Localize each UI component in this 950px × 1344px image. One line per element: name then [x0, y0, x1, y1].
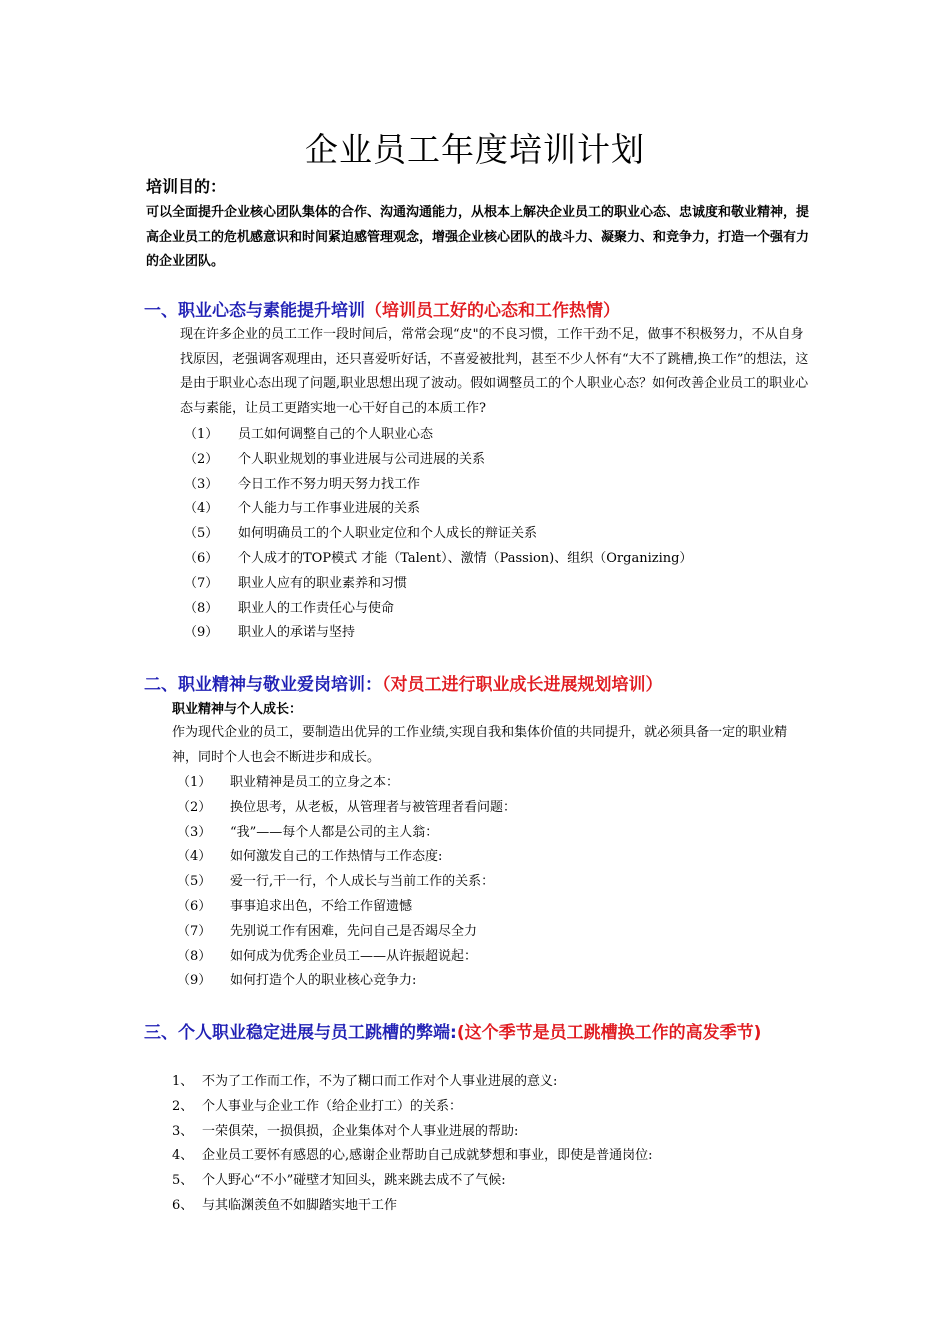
section-2-subhead: 职业精神与个人成长：: [172, 702, 303, 717]
list-item-number: （5）: [177, 874, 212, 890]
list-item-text: 职业精神是员工的立身之本：: [230, 775, 400, 790]
list-item-text: 个人能力与工作事业进展的关系: [238, 501, 421, 517]
list-item-text: 先别说工作有困难，先问自己是否竭尽全力: [230, 923, 478, 939]
list-item-number: （9）: [184, 625, 219, 641]
list-item-number: （1）: [177, 775, 212, 790]
list-item-text: 个人职业规划的事业进展与公司进展的关系: [238, 451, 486, 467]
list-item-text: 爱一行,干一行，个人成长与当前工作的关系：: [230, 874, 495, 890]
list-item-text: 事事追求出色，不给工作留遗憾: [230, 898, 413, 914]
list-item-number: （8）: [184, 600, 219, 616]
list-item-text: 个人成才的TOP模式 才能（Talent）、激情（Passion)、组织（Organizing）: [238, 550, 693, 566]
section-3-heading-note: (这个季节是员工跳槽换工作的高发季节): [456, 1023, 762, 1043]
list-item-text: 换位思考，从老板，从管理者与被管理者看问题：: [230, 799, 517, 815]
list-item-text: 不为了工作而工作，不为了糊口而工作对个人事业进展的意义:: [202, 1074, 558, 1089]
list-item-text: 与其临渊羡鱼不如脚踏实地干工作: [202, 1197, 398, 1213]
list-item-number: （4）: [184, 501, 219, 517]
list-item-number: （3）: [177, 824, 212, 840]
list-item-number: 4、: [172, 1148, 194, 1164]
list-item-number: （2）: [184, 451, 219, 467]
list-item-number: （3）: [184, 476, 219, 492]
list-item-number: （9）: [177, 973, 212, 989]
section-1-heading: [144, 299, 620, 323]
list-item-text: 职业人应有的职业素养和习惯: [238, 575, 408, 591]
list-item-number: 5、: [172, 1173, 194, 1189]
purpose-label: 培训目的：: [146, 177, 227, 196]
section-1-heading-main: 一、职业心态与素能提升培训: [144, 301, 365, 321]
list-item-number: 3、: [172, 1123, 194, 1139]
list-item-text: 职业人的承诺与坚持: [238, 625, 356, 641]
list-item-text: “我”——每个人都是公司的主人翁：: [230, 824, 439, 840]
section-2-intro: 作为现代企业的员工，要制造出优异的工作业绩,实现自我和集体价值的共同提升，就必须具备一定的职业精神，同时个人也会不断进步和成长。: [172, 725, 788, 765]
list-item-number: （1）: [184, 427, 219, 442]
list-item-number: （2）: [177, 799, 212, 815]
purpose-text: 可以全面提升企业核心团队集体的合作、沟通沟通能力，从根本上解决企业员工的职业心态、忠诚度和敬业精神，提高企业员工的危机感意识和时间紧迫感管理观念，增强企业核心团队的战斗力、凝聚力、和竞争力，打造一个强有力的企业团队。: [146, 205, 810, 269]
section-2-heading: [144, 673, 663, 697]
list-item-number: （7）: [177, 923, 212, 939]
document-title: 企业员工年度培训计划: [305, 130, 645, 169]
list-item-text: 如何成为优秀企业员工——从许振超说起：: [230, 948, 478, 964]
section-2-heading-main: 二、职业精神与敬业爱岗培训：: [144, 675, 382, 695]
list-item-text: 如何激发自己的工作热情与工作态度:: [230, 849, 443, 865]
list-item-text: 企业员工要怀有感恩的心,感谢企业帮助自己成就梦想和事业，即使是普通岗位:: [202, 1148, 653, 1164]
list-item-number: （5）: [184, 526, 219, 542]
list-item-text: 如何明确员工的个人职业定位和个人成长的辩证关系: [238, 526, 538, 542]
section-1-intro: 现在许多企业的员工工作一段时间后，常常会现“皮"的不良习惯，工作干劲不足，做事不积极努力，不从自身找原因，老强调客观理由，还只喜爱听好话，不喜爱被批判，甚至不少人怀有“大不了跳槽,换工作”的想法，这是由于职业心态出现了问题,职业思想出现了波动。假如调整员工的个人职业心态？如何改善企业员工的职业心态与素能，让员工更踏实地一心干好自己的本质工作?: [180, 327, 809, 416]
list-item-text: 今日工作不努力明天努力找工作: [238, 476, 421, 492]
list-item-number: （4）: [177, 849, 212, 865]
list-item-text: 员工如何调整自己的个人职业心态: [238, 427, 434, 442]
list-item-number: 2、: [172, 1098, 194, 1114]
list-item-number: （6）: [177, 898, 212, 914]
list-item-text: 个人野心“不小”碰壁才知回头，跳来跳去成不了气候:: [202, 1173, 506, 1189]
list-item-text: 一荣俱荣，一损俱损，企业集体对个人事业进展的帮助:: [202, 1123, 519, 1139]
section-2-heading-note: （对员工进行职业成长进展规划培训）: [382, 675, 663, 695]
list-item-text: 职业人的工作责任心与使命: [238, 600, 395, 616]
list-item-number: （6）: [184, 550, 219, 566]
section-3-heading-main: 三、个人职业稳定进展与员工跳槽的弊端:: [144, 1023, 457, 1043]
list-item-number: 1、: [172, 1074, 194, 1089]
list-item-number: （7）: [184, 575, 219, 591]
list-item-text: 个人事业与企业工作（给企业打工）的关系：: [202, 1098, 463, 1114]
list-item-number: （8）: [177, 948, 212, 964]
section-1-heading-note: （培训员工好的心态和工作热情）: [365, 301, 620, 321]
list-item-text: 如何打造个人的职业核心竞争力:: [230, 973, 417, 989]
section-3-heading: [144, 1021, 812, 1045]
list-item-number: 6、: [172, 1197, 194, 1213]
